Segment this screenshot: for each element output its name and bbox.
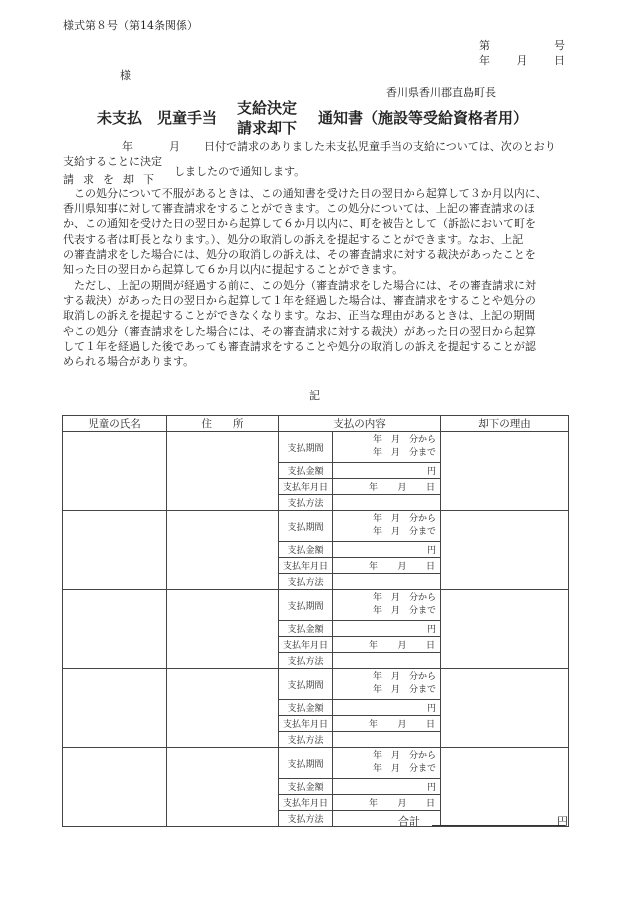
address-cell (167, 590, 279, 669)
table-row (63, 511, 569, 542)
payment-method-label: 支払方法 (279, 732, 333, 748)
period-label: 支払期間 (279, 432, 333, 463)
rejection-reason-cell (441, 511, 569, 590)
payment-method-label: 支払方法 (279, 495, 333, 511)
decision-option-reject: 請求を却下 (63, 173, 163, 186)
table-row (63, 432, 569, 463)
doc-date-month: 月 (516, 54, 528, 67)
period-to: 年 月 分まで (372, 527, 436, 537)
appeal-paragraph (63, 186, 568, 277)
period-value (333, 748, 441, 779)
paragraph-line: 取消しの訴えを提起することができなくなります。なお、正当な理由があるときは、上記の期間 (63, 309, 536, 323)
period-label: 支払期間 (279, 511, 333, 542)
period-value (333, 511, 441, 542)
table-row (63, 748, 569, 779)
period-value (333, 590, 441, 621)
paragraph-line: 知った日の翌日から起算して６か月以内に提起することができます。 (63, 263, 404, 277)
amount-label: 支払金額 (279, 542, 333, 558)
title-option-rejection: 請求却下 (237, 119, 298, 137)
title-part1: 未支払 児童手当 (97, 109, 218, 127)
payment-date-value (333, 479, 441, 495)
doc-date-day: 日 (554, 54, 565, 67)
rejection-reason-cell (441, 748, 569, 827)
child-name-cell (63, 748, 167, 827)
document-number (479, 37, 565, 53)
intro-line1-rest: 日付で請求のありました未支払児童手当の支給については、次のとおり (204, 140, 556, 153)
payment-date-label: 支払年月日 (279, 716, 333, 732)
intro-line2-rest: しましたので通知します。 (174, 165, 306, 178)
child-name-cell (63, 511, 167, 590)
total-label: 合計 (398, 815, 420, 828)
period-from: 年 月 分から (372, 672, 436, 682)
title-option-decision: 支給決定 (237, 99, 298, 117)
doc-number-label: 第 (479, 39, 490, 52)
paragraph-line: 香川県知事に対して審査請求をすることができます。この処分については、上記の審査請求のほ (63, 202, 535, 216)
paragraph-line: この処分について不服があるときは、この通知書を受けた日の翌日から起算して３か月以内に、 (63, 187, 547, 200)
payment-month: 月 (397, 641, 407, 651)
payment-table (62, 415, 569, 827)
payment-method-value (333, 653, 441, 669)
payment-day: 日 (425, 720, 435, 730)
period-to: 年 月 分まで (372, 685, 436, 695)
payment-method-value (333, 732, 441, 748)
amount-value: 円 (333, 779, 441, 795)
payment-method-label: 支払方法 (279, 811, 333, 827)
period-from: 年 月 分から (372, 751, 436, 761)
period-from: 年 月 分から (372, 514, 436, 524)
child-name-cell (63, 669, 167, 748)
address-cell (167, 669, 279, 748)
payment-year: 年 (369, 483, 379, 493)
title-part3: 通知書（施設等受給資格者用） (318, 109, 529, 127)
payment-year: 年 (369, 641, 379, 651)
total-unit: 円 (557, 815, 568, 828)
table-row (63, 669, 569, 700)
amount-value: 円 (333, 700, 441, 716)
rejection-reason-cell (441, 432, 569, 511)
header-child-name: 児童の氏名 (63, 416, 167, 432)
payment-date-label: 支払年月日 (279, 479, 333, 495)
intro-month: 月 (169, 140, 180, 153)
proviso-paragraph (63, 278, 568, 369)
amount-value: 円 (333, 621, 441, 637)
payment-method-label: 支払方法 (279, 653, 333, 669)
addressee-suffix: 様 (120, 69, 131, 82)
decision-options (63, 153, 163, 189)
paragraph-line: 代表する者は町長となります。）、処分の取消しの訴えを提起することができます。なお、上記 (63, 232, 524, 246)
period-label: 支払期間 (279, 669, 333, 700)
period-label: 支払期間 (279, 748, 333, 779)
payment-day: 日 (425, 641, 435, 651)
address-cell (167, 432, 279, 511)
amount-value: 円 (333, 463, 441, 479)
ki-heading: 記 (309, 389, 320, 402)
paragraph-line: められる場合があります。 (63, 355, 195, 369)
paragraph-line: か、この通知を受けた日の翌日から起算して６か月以内に、町を被告として（訴訟において町を (63, 217, 536, 231)
paragraph-line: の審査請求をした場合には、処分の取消しの訴えは、その審査請求に対する裁決があったことを (63, 247, 536, 261)
intro-year: 年 (122, 140, 133, 153)
table-header-row (63, 416, 569, 432)
amount-label: 支払金額 (279, 463, 333, 479)
payment-date-value (333, 637, 441, 653)
amount-label: 支払金額 (279, 621, 333, 637)
child-name-cell (63, 432, 167, 511)
payment-day: 日 (425, 483, 435, 493)
header-address: 住 所 (167, 416, 279, 432)
payment-month: 月 (397, 483, 407, 493)
address-cell (167, 511, 279, 590)
payment-date-label: 支払年月日 (279, 558, 333, 574)
rejection-reason-cell (441, 669, 569, 748)
period-label: 支払期間 (279, 590, 333, 621)
payment-year: 年 (369, 562, 379, 572)
period-from: 年 月 分から (372, 435, 436, 445)
document-title (0, 97, 630, 137)
payment-method-value (333, 495, 441, 511)
period-from: 年 月 分から (372, 593, 436, 603)
paragraph-line: やこの処分（審査請求をした場合には、その審査請求に対する裁決）があった日の翌日から起算 (63, 324, 536, 338)
payment-date-value (333, 558, 441, 574)
payment-day: 日 (425, 799, 435, 809)
period-to: 年 月 分まで (372, 448, 436, 458)
payment-year: 年 (369, 799, 379, 809)
payment-date-label: 支払年月日 (279, 637, 333, 653)
paragraph-line: する裁決）があった日の翌日から起算して１年を経過した場合は、審査請求をすることや処分の (63, 294, 536, 308)
payment-method-value (333, 811, 441, 827)
amount-label: 支払金額 (279, 700, 333, 716)
payment-month: 月 (397, 562, 407, 572)
header-payment-content: 支払の内容 (279, 416, 441, 432)
payment-date-value (333, 795, 441, 811)
child-name-cell (63, 590, 167, 669)
period-to: 年 月 分まで (372, 606, 436, 616)
period-value (333, 432, 441, 463)
paragraph-line: ただし、上記の期間が経過する前に、この処分（審査請求をした場合には、その審査請求に対 (63, 279, 536, 292)
issuer: 香川県香川郡直島町長 (386, 86, 496, 99)
payment-method-value (333, 574, 441, 590)
payment-month: 月 (397, 720, 407, 730)
rejection-reason-cell (441, 590, 569, 669)
total-line (432, 825, 565, 826)
amount-value: 円 (333, 542, 441, 558)
header-rejection-reason: 却下の理由 (441, 416, 569, 432)
payment-day: 日 (425, 562, 435, 572)
payment-month: 月 (397, 799, 407, 809)
period-to: 年 月 分まで (372, 764, 436, 774)
document-date (479, 52, 565, 68)
intro-line1 (122, 138, 556, 154)
address-cell (167, 748, 279, 827)
payment-year: 年 (369, 720, 379, 730)
paragraph-line: して１年を経過した後であっても審査請求をすることや処分の取消しの訴えを提起することが認 (63, 339, 536, 353)
doc-number-suffix: 号 (554, 39, 565, 52)
payment-date-label: 支払年月日 (279, 795, 333, 811)
payment-method-label: 支払方法 (279, 574, 333, 590)
period-value (333, 669, 441, 700)
table-row (63, 590, 569, 621)
amount-label: 支払金額 (279, 779, 333, 795)
payment-date-value (333, 716, 441, 732)
doc-date-year: 年 (479, 54, 490, 67)
decision-option-pay: 支給することに決定 (63, 155, 162, 168)
form-number: 様式第８号（第14条関係） (63, 19, 198, 32)
